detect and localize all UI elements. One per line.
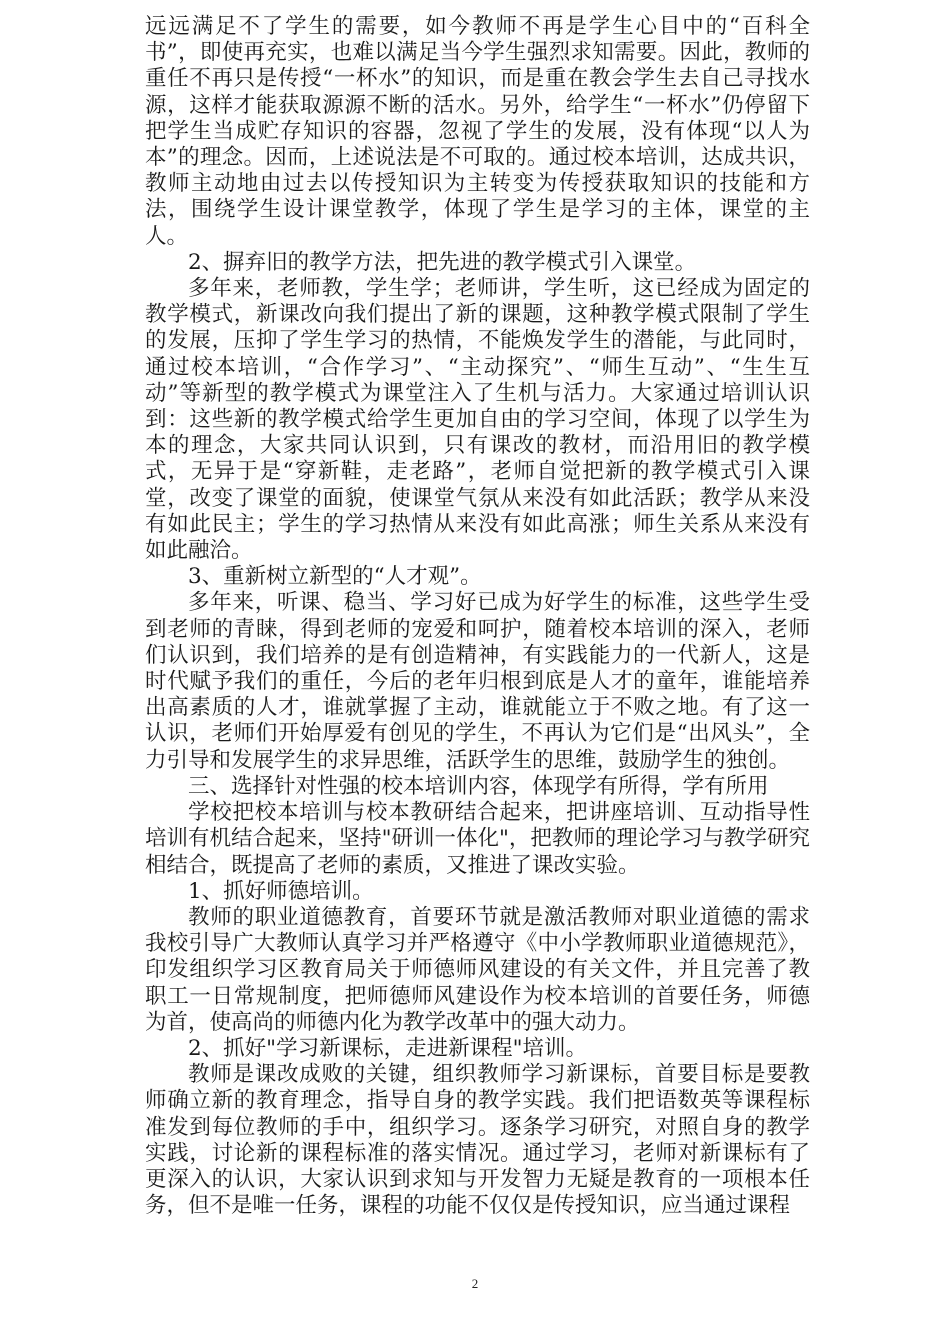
section-heading: 2、抓好"学习新课标，走进新课程"培训。 [188, 1035, 587, 1061]
document-body [145, 14, 810, 1219]
section-heading: 1、抓好师德培训。 [188, 878, 374, 904]
paragraph: 学校把校本培训与校本教研结合起来，把讲座培训、互动指导性培训有机结合起来，坚持"研训一体化"，把教师的理论学习与教学研究相结合，既提高了老师的素质，又推进了课改实验。 [145, 800, 810, 878]
paragraph: 教师的职业道德教育，首要环节就是激活教师对职业道德的需求我校引导广大教师认真学习并严格遵守《中小学教师职业道德规范》，印发组织学习区教育局关于师德师风建设的有关文件，并且完善了教职工一日常规制度，把师德师风建设作为校本培训的首要任务，师德为首，使高尚的师德内化为教学改革中的强大动力。 [145, 904, 810, 1035]
paragraph: 教师是课改成败的关键，组织教师学习新课标，首要目标是要教师确立新的教育理念，指导自身的教学实践。我们把语数英等课程标准发到每位教师的手中，组织学习。逐条学习研究，对照自身的教学实践，讨论新的课程标准的落实情况。通过学习，老师对新课标有了更深入的认识，大家认识到求知与开发智力无疑是教育的一项根本任务，但不是唯一任务，课程的功能不仅仅是传授知识，应当通过课程 [145, 1062, 810, 1219]
paragraph: 多年来，老师教，学生学；老师讲，学生听，这已经成为固定的教学模式，新课改向我们提出了新的课题，这种教学模式限制了学生的发展，压抑了学生学习的热情，不能焕发学生的潜能，与此同时，通过校本培训，“合作学习”、“主动探究”、“师生互动”、“生生互动”等新型的教学模式为课堂注入了生机与活力。大家通过培训认识到：这些新的教学模式给学生更加自由的学习空间，体现了以学生为本的理念，大家共同认识到，只有课改的教材，而沿用旧的教学模式，无异于是“穿新鞋，走老路”，老师自觉把新的教学模式引入课堂，改变了课堂的面貌，使课堂气氛从来没有如此活跃；教学从来没有如此民主；学生的学习热情从来没有如此高涨；师生关系从来没有如此融洽。 [145, 276, 810, 564]
section-heading: 三、选择针对性强的校本培训内容，体现学有所得，学有所用 [188, 773, 769, 799]
page-number: 2 [471, 1276, 479, 1291]
section-heading: 3、重新树立新型的“人才观”。 [188, 564, 482, 590]
paragraph: 远远满足不了学生的需要，如今教师不再是学生心目中的“百科全书”，即使再充实，也难以满足当今学生强烈求知需要。因此，教师的重任不再只是传授“一杯水”的知识，而是重在教会学生去自己寻找水源，这样才能获取源源不断的活水。另外，给学生“一杯水”仍停留下把学生当成贮存知识的容器，忽视了学生的发展，没有体现“以人为本”的理念。因而，上述说法是不可取的。通过校本培训，达成共识，教师主动地由过去以传授知识为主转变为传授获取知识的技能和方法，围绕学生设计课堂教学，体现了学生是学习的主体，课堂的主人。 [145, 14, 810, 249]
paragraph: 多年来，听课、稳当、学习好已成为好学生的标准，这些学生受到老师的青睐，得到老师的宠爱和呵护，随着校本培训的深入，老师们认识到，我们培养的是有创造精神，有实践能力的一代新人，这是时代赋予我们的重任，今后的老年归根到底是人才的童年，谁能培养出高素质的人才，谁就掌握了主动，谁就能立于不败之地。有了这一认识，老师们开始厚爱有创见的学生，不再认为它们是“出风头”，全力引导和发展学生的求异思维，活跃学生的思维，鼓励学生的独创。 [145, 590, 810, 773]
section-heading: 2、摒弃旧的教学方法，把先进的教学模式引入课堂。 [188, 249, 697, 275]
